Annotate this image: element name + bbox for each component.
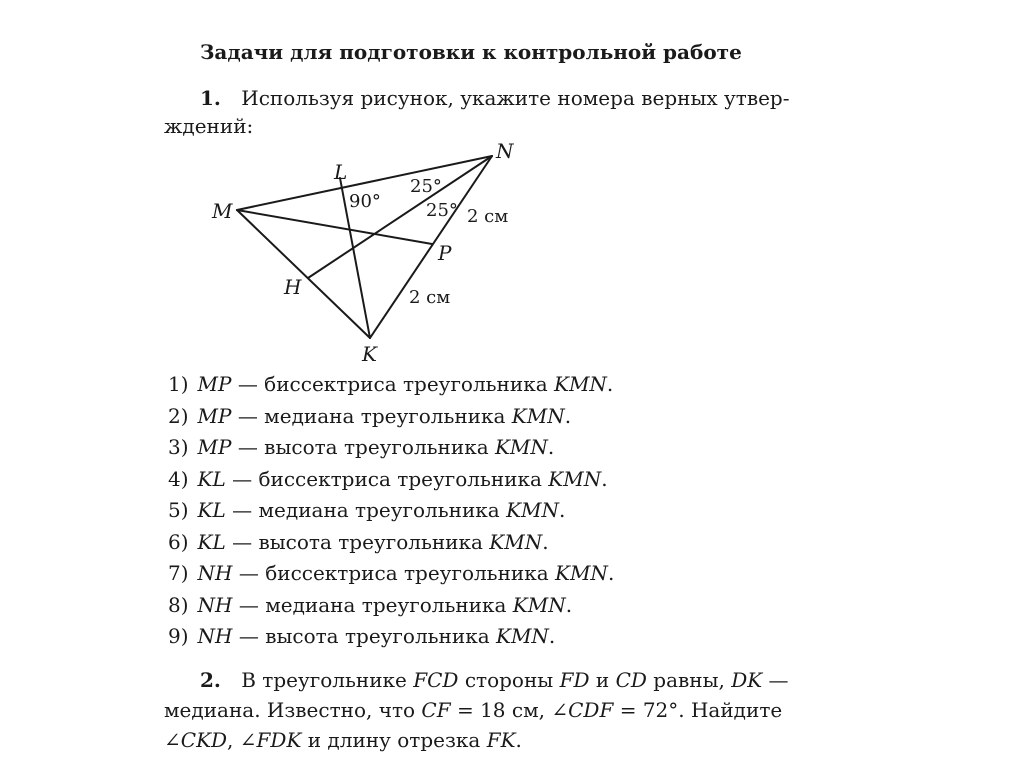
statement-triangle: KMN bbox=[506, 498, 559, 522]
statement-triangle: KMN bbox=[511, 403, 565, 428]
statement-end: . bbox=[607, 561, 615, 585]
statement-text: — высота треугольника bbox=[225, 529, 490, 554]
statement-item bbox=[168, 624, 555, 648]
statement-item bbox=[168, 372, 613, 396]
statement-number: 7) bbox=[168, 561, 189, 585]
statement-segment: NH bbox=[197, 592, 233, 617]
statement-end: . bbox=[601, 466, 608, 491]
problem-2-text-3a: ∠ bbox=[164, 728, 181, 752]
problem-2-ckd: CKD bbox=[180, 728, 228, 752]
segment-pk-length: 2 см bbox=[409, 287, 451, 308]
statement-segment: MP bbox=[197, 403, 232, 428]
statement-end: . bbox=[542, 529, 549, 554]
statement-end: . bbox=[606, 372, 614, 396]
angle-25-lower-label: 25° bbox=[426, 200, 458, 221]
statement-text: — биссектриса треугольника bbox=[231, 372, 554, 396]
statement-number: 1) bbox=[168, 372, 189, 396]
statement-triangle: KMN bbox=[554, 372, 607, 396]
problem-1-line-2: ждений: bbox=[164, 114, 254, 138]
problem-2-fdk: FDK bbox=[256, 728, 302, 752]
statement-number: 9) bbox=[168, 624, 189, 648]
problem-2-number: 2. bbox=[200, 668, 221, 692]
problem-2-text-1c: стороны bbox=[458, 668, 560, 692]
problem-2-cf: CF bbox=[421, 698, 451, 722]
problem-2-text-1g: равны, bbox=[646, 668, 732, 692]
statement-number: 8) bbox=[168, 592, 189, 617]
problem-2-text-3c: , ∠ bbox=[227, 728, 257, 752]
statement-text: — медиана треугольника bbox=[231, 403, 512, 428]
statement-item bbox=[168, 593, 572, 617]
statement-number: 5) bbox=[168, 498, 189, 522]
statement-segment: NH bbox=[197, 624, 233, 648]
statement-number: 2) bbox=[168, 403, 189, 428]
statement-item bbox=[168, 498, 565, 522]
statement-segment: KL bbox=[197, 466, 226, 491]
problem-2-text-3g: . bbox=[515, 728, 522, 752]
statement-triangle: KMN bbox=[555, 561, 608, 585]
problem-2-text-2e: = 72°. Найдите bbox=[613, 698, 783, 722]
problem-2-cd: CD bbox=[615, 668, 647, 692]
statement-segment: MP bbox=[197, 372, 232, 396]
problem-2-text-1e: и bbox=[589, 668, 616, 692]
label-p: P bbox=[438, 241, 452, 265]
problem-2-fk: FK bbox=[486, 728, 516, 752]
label-l: L bbox=[334, 160, 348, 184]
statement-end: . bbox=[565, 592, 573, 617]
problem-1-line-1 bbox=[200, 86, 790, 110]
statement-text: — высота треугольника bbox=[231, 435, 495, 459]
problem-1-text: Используя рисунок, укажите номера верных утвер- bbox=[241, 86, 790, 110]
statement-triangle: KMN bbox=[512, 592, 566, 617]
problem-2-line-3 bbox=[164, 728, 522, 752]
statement-end: . bbox=[564, 403, 572, 428]
statement-triangle: KMN bbox=[494, 435, 548, 459]
problem-2-dk: DK bbox=[731, 668, 763, 692]
statement-number: 3) bbox=[168, 435, 189, 459]
statement-text: — медиана треугольника bbox=[232, 592, 513, 617]
statement-end: . bbox=[547, 435, 555, 459]
page-heading: Задачи для подготовки к контрольной работе bbox=[200, 40, 742, 64]
statement-item bbox=[168, 467, 608, 491]
problem-2-fcd: FCD bbox=[413, 668, 459, 692]
statement-item bbox=[168, 404, 571, 428]
problem-2-line-1 bbox=[200, 668, 789, 692]
statement-triangle: KMN bbox=[548, 466, 602, 491]
segment-np-length: 2 см bbox=[467, 206, 509, 227]
problem-2-text-3e: и длину отрезка bbox=[301, 728, 487, 752]
problem-2-line-2 bbox=[164, 698, 782, 722]
triangle-figure bbox=[200, 140, 530, 370]
statement-segment: MP bbox=[197, 435, 232, 459]
statement-number: 6) bbox=[168, 529, 189, 554]
problem-2-text-1i: — bbox=[762, 668, 789, 692]
statement-segment: KL bbox=[197, 529, 226, 554]
statement-number: 4) bbox=[168, 466, 189, 491]
statement-item bbox=[168, 530, 549, 554]
problem-2-text-2a: медиана. Известно, что bbox=[164, 698, 422, 722]
statement-text: — медиана треугольника bbox=[225, 498, 507, 522]
label-h: H bbox=[284, 275, 302, 299]
statement-end: . bbox=[548, 624, 556, 648]
problem-2-text-2c: = 18 см, ∠ bbox=[450, 698, 569, 722]
problem-2-text-1a: В треугольнике bbox=[241, 668, 414, 692]
label-n: N bbox=[496, 140, 514, 163]
label-k: K bbox=[362, 342, 377, 366]
problem-2-cdf: CDF bbox=[568, 698, 614, 722]
statement-end: . bbox=[559, 498, 566, 522]
statement-item bbox=[168, 561, 614, 585]
statement-triangle: KMN bbox=[489, 529, 543, 554]
label-m: M bbox=[212, 199, 233, 223]
statement-text: — высота треугольника bbox=[232, 624, 496, 648]
statement-segment: KL bbox=[197, 498, 226, 522]
statement-text: — биссектриса треугольника bbox=[225, 466, 549, 491]
angle-90-label: 90° bbox=[349, 191, 381, 212]
problem-1-number: 1. bbox=[200, 86, 221, 110]
angle-25-upper-label: 25° bbox=[410, 176, 442, 197]
statement-text: — биссектриса треугольника bbox=[232, 561, 556, 585]
statement-segment: NH bbox=[197, 561, 233, 585]
statement-triangle: KMN bbox=[496, 624, 549, 648]
statement-item bbox=[168, 435, 554, 459]
problem-2-fd: FD bbox=[559, 668, 590, 692]
